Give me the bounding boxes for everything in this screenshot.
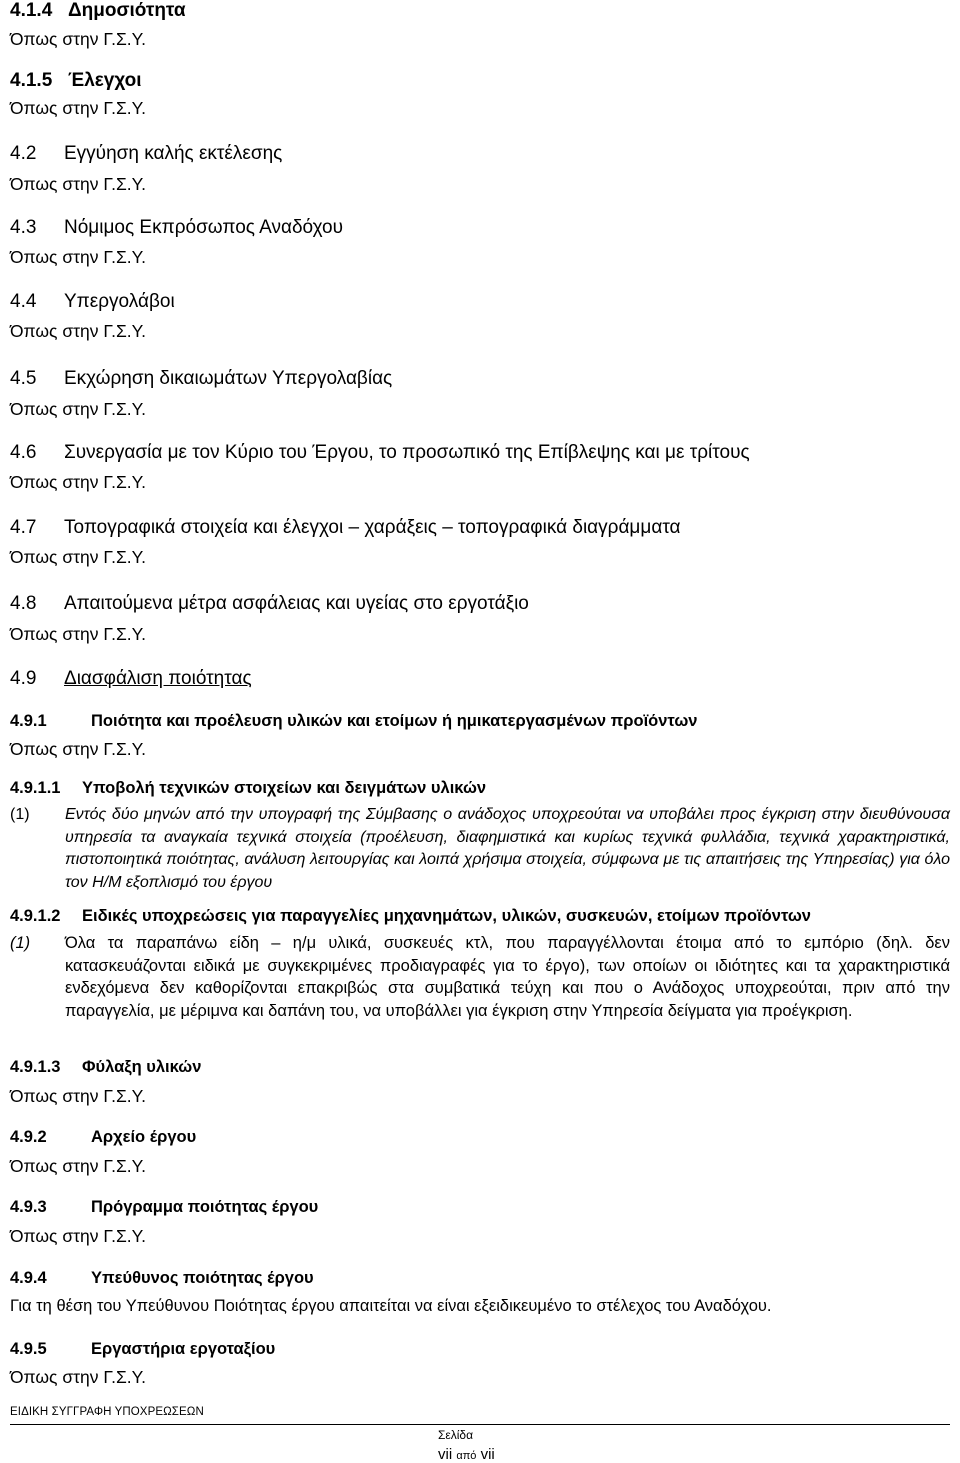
numbered-paragraph bbox=[10, 932, 950, 1048]
subsection-heading bbox=[10, 711, 697, 731]
section-number: 4.2 bbox=[10, 143, 37, 164]
paragraph-marker: (1) bbox=[10, 934, 31, 952]
section-number: 4.1.5 bbox=[10, 70, 53, 91]
section-body: Όπως στην Γ.Σ.Υ. bbox=[10, 321, 146, 341]
section-number: 4.9.3 bbox=[10, 1198, 47, 1216]
section-title: Υποβολή τεχνικών στοιχείων και δειγμάτων υλικών bbox=[82, 779, 487, 797]
section-body: Όπως στην Γ.Σ.Υ. bbox=[10, 1086, 146, 1106]
section-title: Συνεργασία με τον Κύριο του Έργου, το προσωπικό της Επίβλεψης και με τρίτους bbox=[64, 442, 750, 463]
footer-page-label: Σελίδα bbox=[438, 1428, 474, 1442]
subsection-heading bbox=[10, 778, 486, 798]
section-title: Αρχείο έργου bbox=[91, 1128, 197, 1146]
section-heading bbox=[10, 593, 529, 615]
section-title: Υπεύθυνος ποιότητας έργου bbox=[91, 1269, 314, 1287]
section-heading bbox=[10, 668, 252, 690]
section-body: Όπως στην Γ.Σ.Υ. bbox=[10, 1367, 146, 1387]
section-title: Διασφάλιση ποιότητας bbox=[64, 668, 252, 689]
section-title: Εκχώρηση δικαιωμάτων Υπεργολαβίας bbox=[64, 368, 393, 389]
section-title: Νόμιμος Εκπρόσωπος Αναδόχου bbox=[64, 217, 344, 238]
paragraph-text: Εντός δύο μηνών από την υπογραφή της Σύμβασης ο ανάδοχος υποχρεούται να υποβάλει προς έγκριση στην διευθύνουσα υπηρεσία τα αναγκαία τεχνικά στοιχεία (προέλευση, διαφημιστικά και κυρίως τεχνικά φυλλάδια, τεχνικά χαρακτηριστικά, πιστοποιητικά ποιότητας, ανάλυση λειτουργίας και λοιπά χρήσιμα στοιχεία, σύμφωνα με τις απαιτήσεις της Υπηρεσίας) για όλο τον Η/Μ εξοπλισμό του έργου bbox=[65, 806, 950, 891]
section-body: Για τη θέση του Υπεύθυνου Ποιότητας έργου απαιτείται να είναι εξειδικευμένο το στέλεχος του Αναδόχου. bbox=[10, 1297, 772, 1315]
section-title: Τοπογραφικά στοιχεία και έλεγχοι – χαράξεις – τοπογραφικά διαγράμματα bbox=[64, 517, 681, 538]
subsection-heading bbox=[10, 1127, 196, 1147]
section-title: Πρόγραμμα ποιότητας έργου bbox=[91, 1198, 319, 1216]
section-heading bbox=[10, 217, 343, 239]
section-title: Ποιότητα και προέλευση υλικών και ετοίμων ή ημικατεργασμένων προϊόντων bbox=[91, 712, 698, 730]
section-body: Όπως στην Γ.Σ.Υ. bbox=[10, 472, 146, 492]
section-number: 4.9.4 bbox=[10, 1269, 47, 1287]
section-number: 4.9.1.2 bbox=[10, 907, 61, 925]
section-title: Εργαστήρια εργοταξίου bbox=[91, 1340, 276, 1358]
section-heading bbox=[10, 70, 142, 92]
section-body: Όπως στην Γ.Σ.Υ. bbox=[10, 739, 146, 759]
section-heading bbox=[10, 143, 282, 165]
subsection-heading bbox=[10, 1197, 318, 1217]
section-number: 4.7 bbox=[10, 517, 37, 538]
section-body: Όπως στην Γ.Σ.Υ. bbox=[10, 1226, 146, 1246]
section-body: Όπως στην Γ.Σ.Υ. bbox=[10, 29, 146, 49]
section-number: 4.9.1.1 bbox=[10, 779, 61, 797]
section-number: 4.9.5 bbox=[10, 1340, 47, 1358]
section-number: 4.1.4 bbox=[10, 0, 53, 21]
section-heading bbox=[10, 517, 681, 539]
section-heading bbox=[10, 0, 186, 22]
section-body: Όπως στην Γ.Σ.Υ. bbox=[10, 624, 146, 644]
subsection-heading bbox=[10, 1339, 275, 1359]
section-title: Απαιτούμενα μέτρα ασφάλειας και υγείας στο εργοτάξιο bbox=[64, 593, 529, 614]
section-heading bbox=[10, 368, 392, 390]
page-total: vii bbox=[480, 1446, 495, 1463]
section-body: Όπως στην Γ.Σ.Υ. bbox=[10, 547, 146, 567]
section-body: Όπως στην Γ.Σ.Υ. bbox=[10, 247, 146, 267]
section-title: Φύλαξη υλικών bbox=[82, 1058, 202, 1076]
paragraph-text: Όλα τα παραπάνω είδη – η/μ υλικά, συσκευές κτλ, που παραγγέλλονται έτοιμα από το εμπόριο (δηλ. δεν κατασκευάζονται ειδικά με συγκεκριμένες προδιαγραφές για το έργο), των οποίων οι ιδιότητες και τα χαρακτηριστικά ενδεχόμενα δεν καθορίζονται επακριβώς στα συμβατικά τεύχη και που ο Ανάδοχος υποχρεούται, πριν από την παραγγελία, με μέριμνα και δαπάνη του, να υποβάλλει για έγκριση στην Υπηρεσία δείγματα για προέγκριση. bbox=[65, 934, 950, 1020]
subsection-heading bbox=[10, 1268, 314, 1288]
section-number: 4.9 bbox=[10, 668, 37, 689]
section-number: 4.6 bbox=[10, 442, 37, 463]
subsection-heading bbox=[10, 906, 811, 926]
section-number: 4.4 bbox=[10, 291, 37, 312]
section-number: 4.9.1 bbox=[10, 712, 47, 730]
section-body: Όπως στην Γ.Σ.Υ. bbox=[10, 174, 146, 194]
section-number: 4.9.2 bbox=[10, 1128, 47, 1146]
section-title: Υπεργολάβοι bbox=[64, 291, 175, 312]
footer-page-count bbox=[438, 1446, 495, 1463]
paragraph-marker: (1) bbox=[10, 806, 30, 823]
section-body: Όπως στην Γ.Σ.Υ. bbox=[10, 1156, 146, 1176]
footer-document-title: ΕΙΔΙΚΗ ΣΥΓΓΡΑΦΗ ΥΠΟΧΡΕΩΣΕΩΝ bbox=[10, 1406, 204, 1418]
section-number: 4.3 bbox=[10, 217, 37, 238]
page-of: από bbox=[456, 1450, 477, 1462]
section-heading bbox=[10, 291, 175, 313]
section-title: Ειδικές υποχρεώσεις για παραγγελίες μηχανημάτων, υλικών, συσκευών, ετοίμων προϊόντων bbox=[82, 907, 811, 925]
section-number: 4.8 bbox=[10, 593, 37, 614]
numbered-paragraph bbox=[10, 804, 950, 896]
section-title: Δημοσιότητα bbox=[68, 0, 186, 21]
section-body: Όπως στην Γ.Σ.Υ. bbox=[10, 399, 146, 419]
section-number: 4.5 bbox=[10, 368, 37, 389]
subsection-heading bbox=[10, 1057, 201, 1077]
section-title: Εγγύηση καλής εκτέλεσης bbox=[64, 143, 283, 164]
footer-divider bbox=[10, 1424, 950, 1425]
section-heading bbox=[10, 442, 750, 464]
page-current: vii bbox=[438, 1446, 453, 1463]
section-body: Όπως στην Γ.Σ.Υ. bbox=[10, 98, 146, 118]
section-title: Έλεγχοι bbox=[68, 70, 142, 91]
section-number: 4.9.1.3 bbox=[10, 1058, 61, 1076]
